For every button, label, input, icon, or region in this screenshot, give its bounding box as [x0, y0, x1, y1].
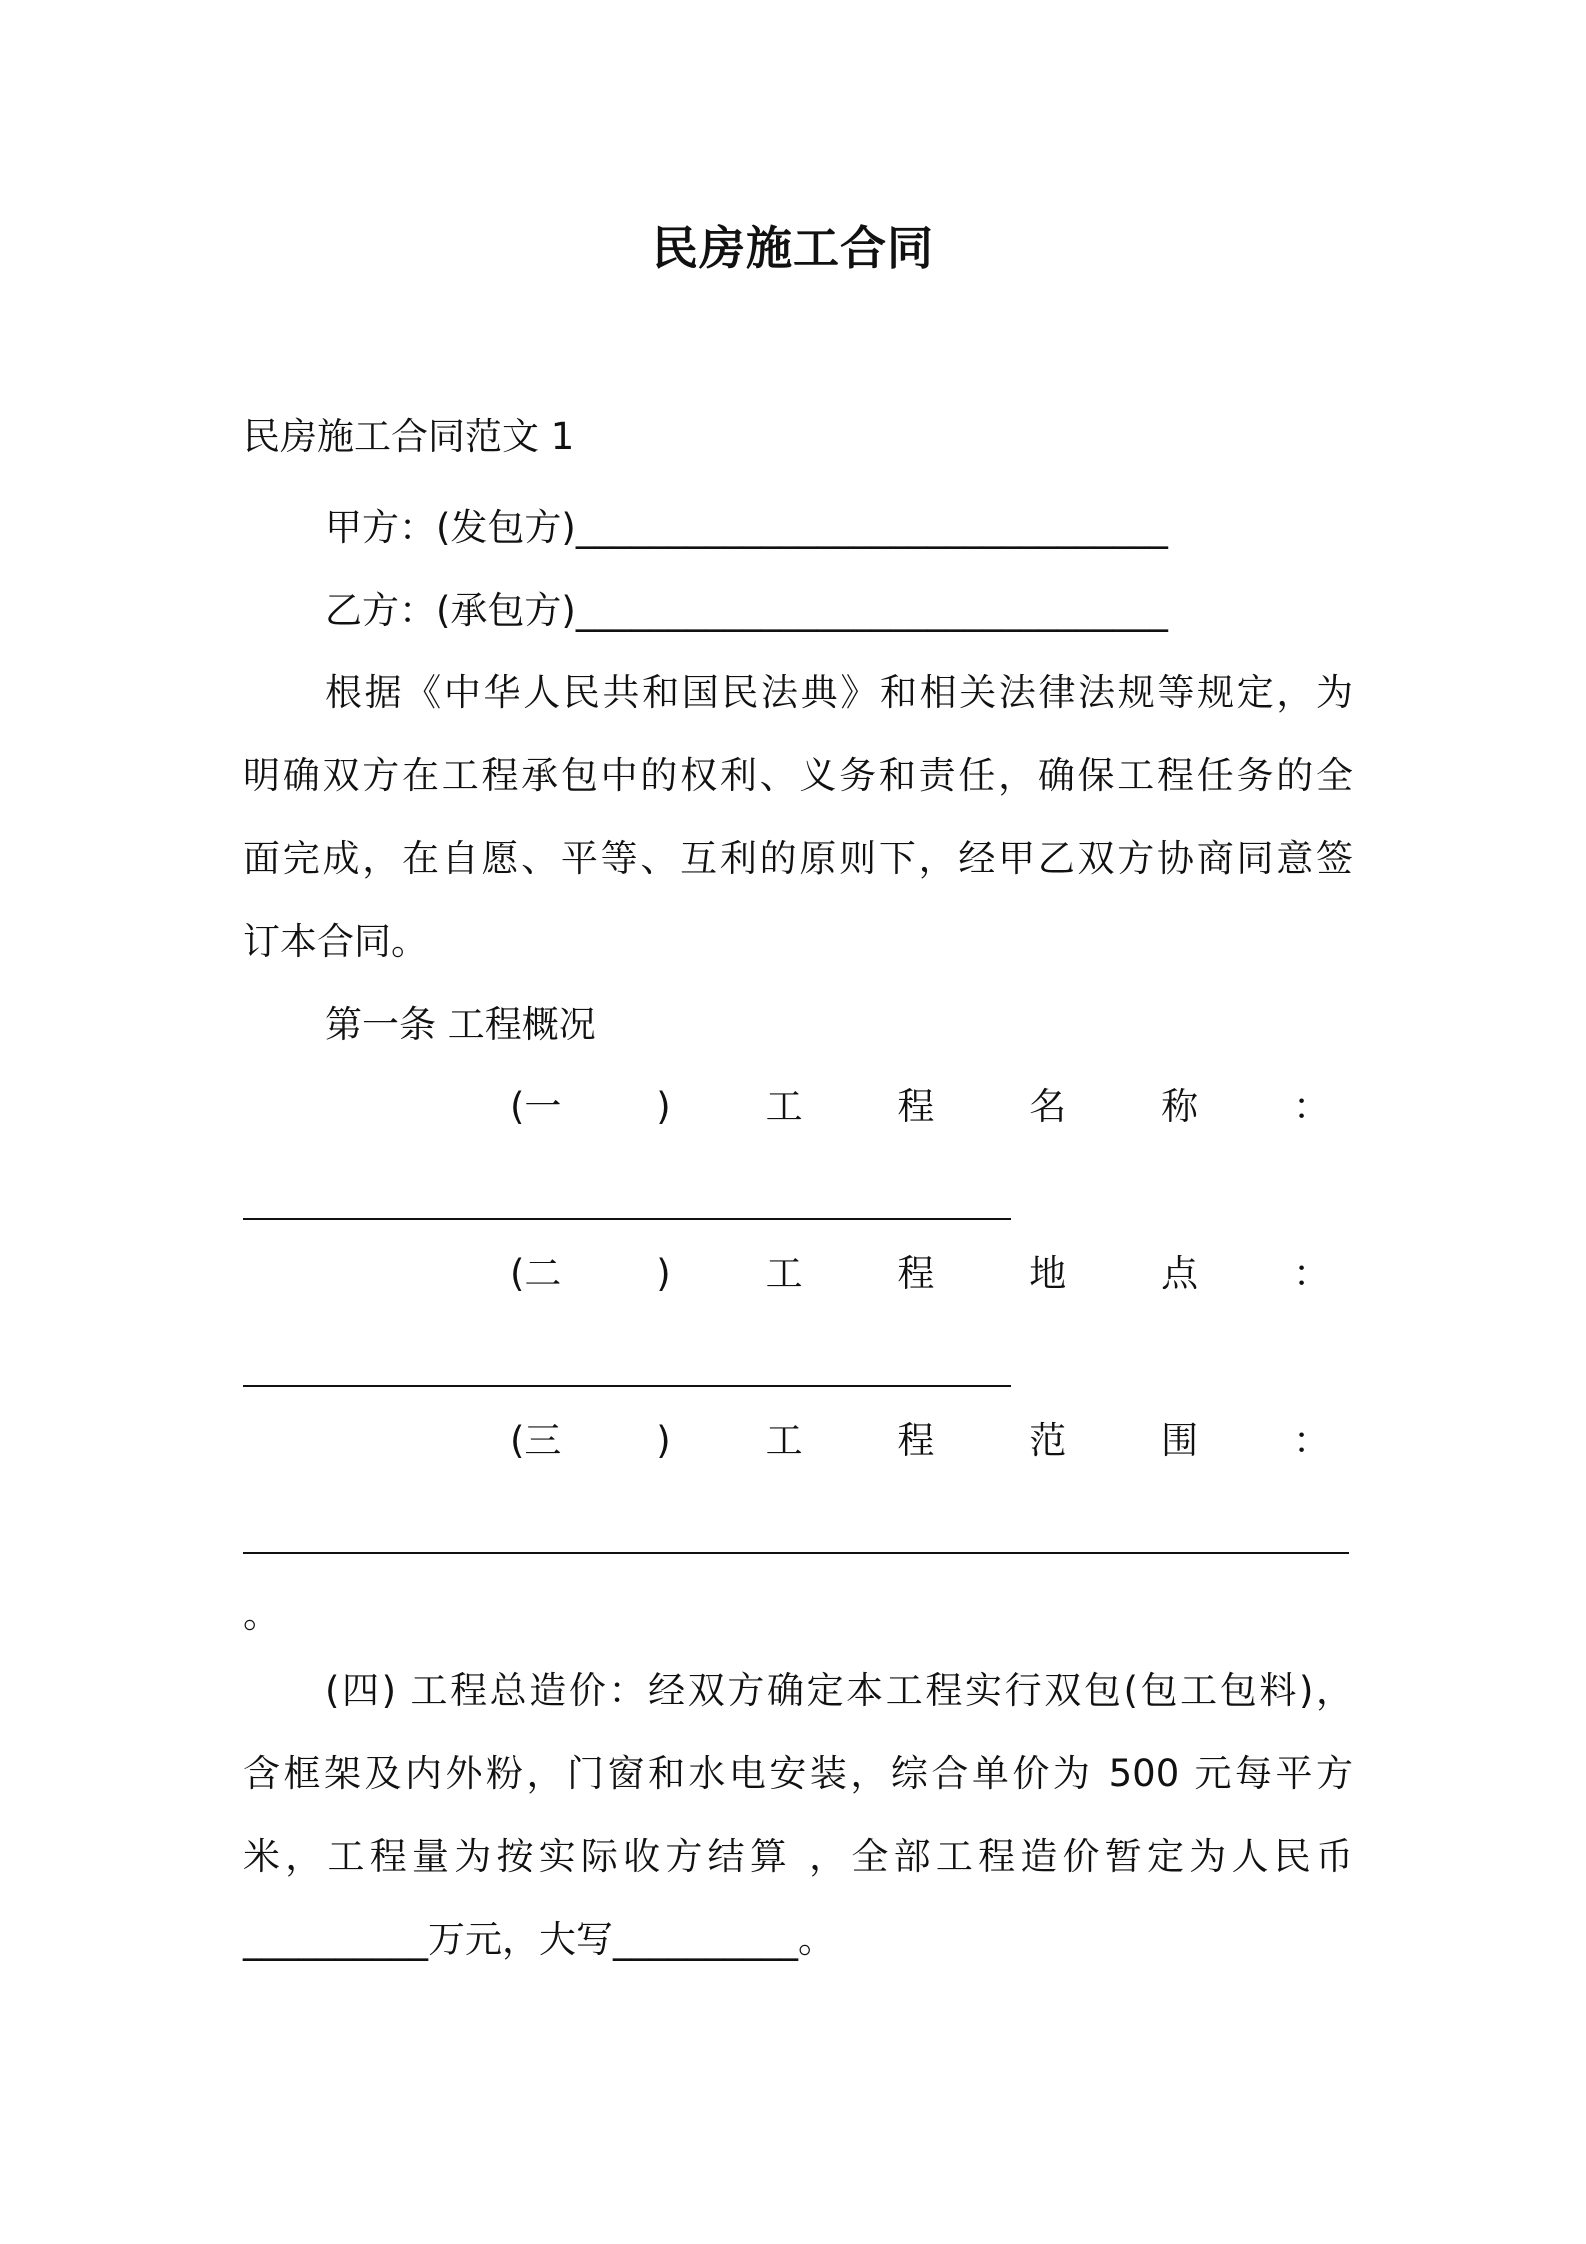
item-3-blank — [243, 1552, 1349, 1554]
party-a-line: 甲方：(发包方)________________________________ — [325, 506, 1168, 549]
preamble-line-2: 明确双方在工程承包中的权利、义务和责任，确保工程任务的全 — [243, 754, 1353, 797]
item-3-part: (三 — [510, 1419, 562, 1462]
item-2-blank — [243, 1385, 1011, 1387]
item-2-part: 程 — [897, 1252, 935, 1295]
item-4-line-1: (四) 工程总造价：经双方确定本工程实行双包(包工包料)， — [325, 1669, 1353, 1712]
item-1-part: 程 — [897, 1085, 935, 1128]
item-1-part: (一 — [510, 1085, 562, 1128]
item-2-part: ： — [1292, 1252, 1330, 1295]
item-4-line-3: 米，工程量为按实际收方结算 ，全部工程造价暂定为人民币 — [243, 1835, 1353, 1878]
item-2-part: 工 — [765, 1252, 803, 1295]
item-1-part: 称 — [1161, 1085, 1199, 1128]
item-2-part: (二 — [510, 1252, 562, 1295]
item-1-part: ) — [656, 1085, 671, 1128]
item-3-end-mark: 。 — [243, 1593, 280, 1636]
document-title: 民房施工合同 — [652, 221, 934, 275]
item-3-part: 围 — [1161, 1419, 1199, 1462]
article-1-heading: 第一条 工程概况 — [325, 1003, 596, 1046]
item-1-part: 工 — [765, 1085, 803, 1128]
preamble-line-1: 根据《中华人民共和国民法典》和相关法律法规等规定，为 — [325, 671, 1353, 714]
item-2-label — [510, 1249, 1330, 1299]
item-1-part: ： — [1292, 1085, 1330, 1128]
item-2-part: 点 — [1161, 1252, 1199, 1295]
item-3-part: ) — [656, 1419, 671, 1462]
preamble-line-3: 面完成，在自愿、平等、互利的原则下，经甲乙双方协商同意签 — [243, 837, 1353, 880]
item-1-part: 名 — [1029, 1085, 1067, 1128]
item-1-blank — [243, 1218, 1011, 1220]
item-3-label — [510, 1416, 1330, 1466]
item-1-label — [510, 1082, 1330, 1132]
item-3-part: 范 — [1029, 1419, 1067, 1462]
item-3-part: ： — [1292, 1419, 1330, 1462]
document-subtitle: 民房施工合同范文 1 — [243, 415, 575, 458]
party-b-line: 乙方：(承包方)________________________________ — [325, 589, 1168, 632]
item-4-line-4: __________万元，大写__________。 — [243, 1918, 835, 1961]
item-2-part: ) — [656, 1252, 671, 1295]
item-3-part: 工 — [765, 1419, 803, 1462]
item-2-part: 地 — [1029, 1252, 1067, 1295]
item-3-part: 程 — [897, 1419, 935, 1462]
item-4-line-2: 含框架及内外粉，门窗和水电安装，综合单价为 500 元每平方 — [243, 1752, 1353, 1795]
preamble-line-4: 订本合同。 — [243, 920, 428, 963]
